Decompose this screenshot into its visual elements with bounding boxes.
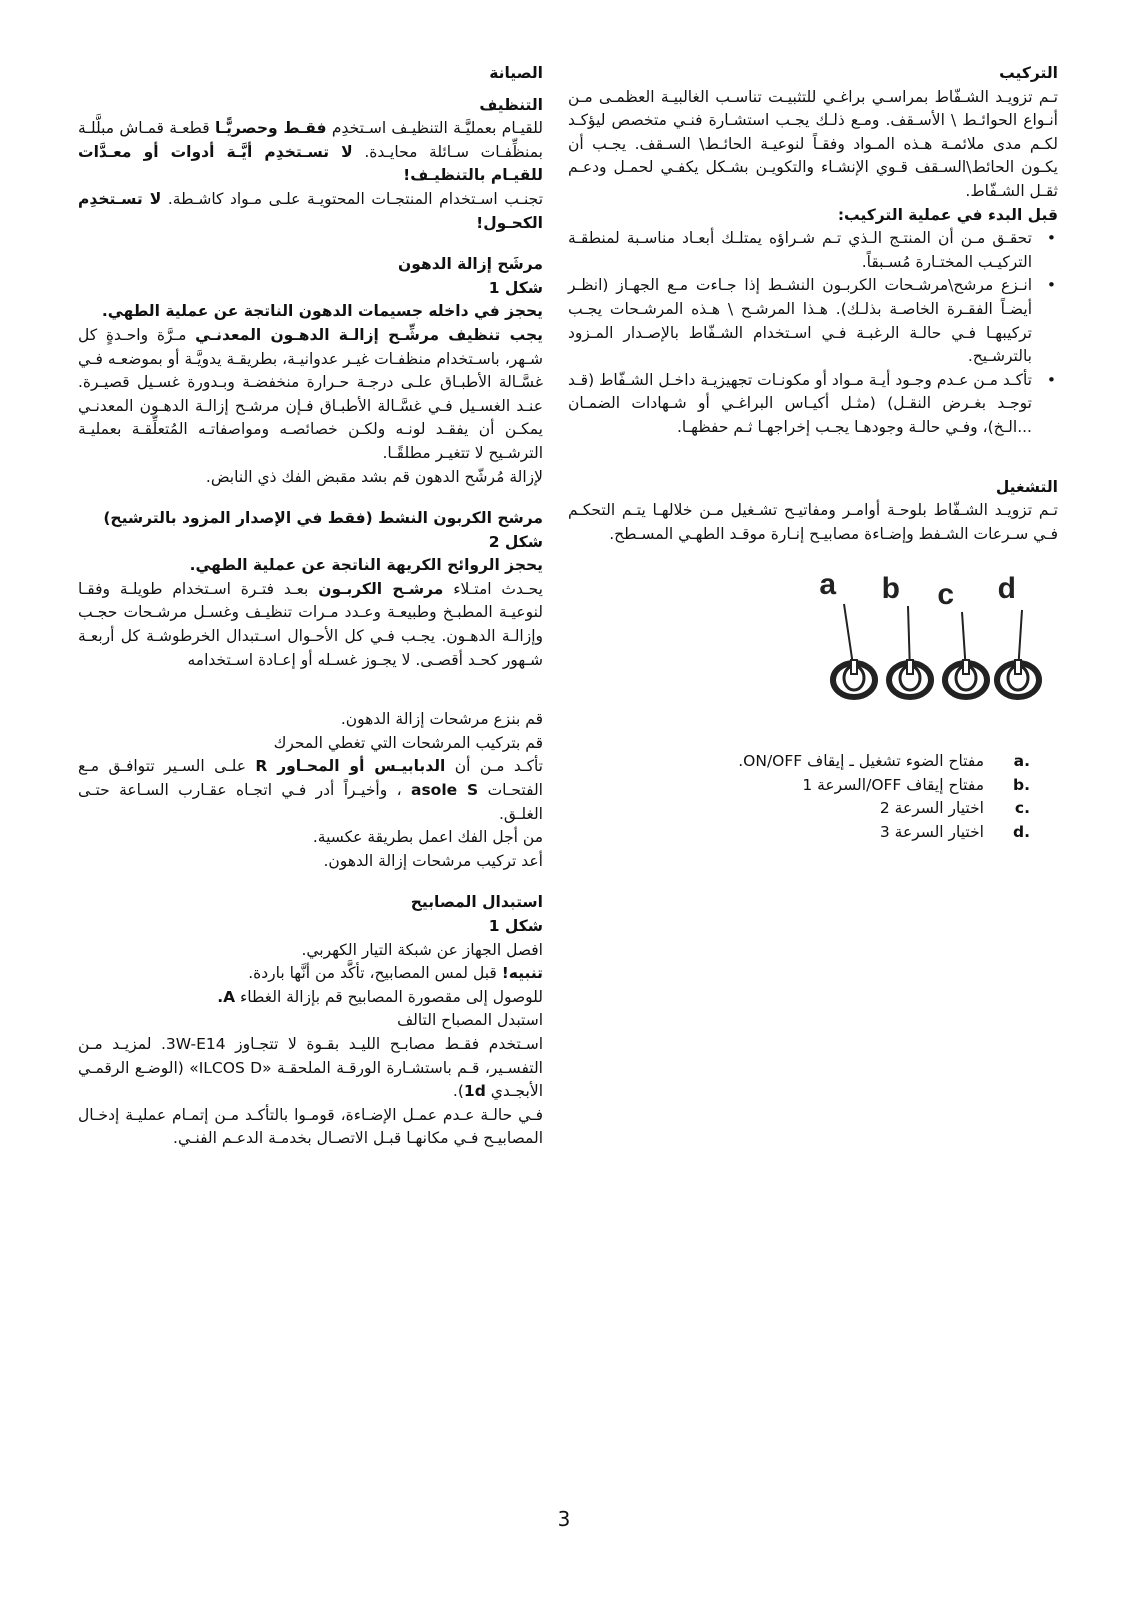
cleaning-p2-warning: لا تسـتخدِم الكحـول! bbox=[78, 189, 543, 232]
controls-legend bbox=[568, 750, 1058, 844]
cleaning-title: التنظيف bbox=[479, 95, 543, 114]
lamps-led-text: اسـتخدم فقـط مصابـح الليـد بقـوة لا تتجـاوز 3W-E14. لمزيـد مـن التفسـير، قـم باستشـارة الورقـة الملحقـة «ILCOS D» (الوضـع الرقمـي الأبجـدي bbox=[78, 1034, 543, 1101]
before-installation-title: قبل البدء في عملية التركيب: bbox=[837, 205, 1058, 224]
cleaning-paragraph-2 bbox=[78, 188, 543, 235]
knob-label-a: a bbox=[819, 568, 836, 602]
grease-filter-bold-lead: يجب تنظيف مرشِّـح إزالـة الدهـون المعدنـي bbox=[195, 325, 543, 344]
right-column bbox=[568, 62, 1058, 845]
legend-text-c: اختيار السرعة 2 bbox=[879, 799, 984, 818]
carbon-step-2: قم بتركيب المرشحات التي تغطي المحرك bbox=[273, 733, 543, 752]
lamps-led-info bbox=[78, 1033, 543, 1104]
installation-bullet-2: • انـزع مرشح\مرشـحات الكربـون النشـط إذا جـاءت مـع الجهـاز (انظـر أيضـاً الفقـرة الخاصـة بذلـك). هـذا المرشـح \ هـذه المرشـحات يجـب تركيبهـا فـي حالـة الرغبـة فـي اسـتخدام الشـفّاط بالإصـدار المـزود بالترشـيح. bbox=[568, 274, 1032, 368]
step3-text-2: علـى السـير تتوافـق مـع الفتحـات bbox=[78, 757, 543, 800]
knob-c bbox=[945, 660, 987, 697]
page-number: 3 bbox=[557, 1507, 571, 1531]
carbon-p-text: يحـدث امتـلاء bbox=[443, 579, 543, 598]
grease-filter-title: مرشَح إزالة الدهون bbox=[398, 255, 543, 274]
carbon-filter-title: مرشح الكربون النشط (فقط في الإصدار المزود بالترشيح) bbox=[103, 509, 543, 528]
grease-filter-removal: لإزالة مُرشّح الدهون قم بشد مقبض الفك ذي النابض. bbox=[205, 467, 543, 486]
legend-row-b bbox=[568, 774, 1030, 798]
lamps-title: استبدال المصابيح bbox=[410, 893, 543, 912]
lamps-disconnect: افصل الجهاز عن شبكة التيار الكهربي. bbox=[301, 940, 543, 959]
legend-key-b: b. bbox=[1013, 775, 1030, 794]
left-column bbox=[78, 62, 543, 1151]
knob-label-d: d bbox=[997, 572, 1016, 606]
carbon-step-3 bbox=[78, 755, 543, 826]
installation-title: التركيب bbox=[999, 64, 1058, 82]
installation-intro: تـم تزويـد الشـفّاط بمراسـي براغـي للتثبيـت تناسـب الغالبيـة العظمـى مـن أنـواع الحوائـط \ الأسـقف. ومـع ذلـك يجـب استشـارة فنـي متخصص ليؤكـد لكـم مدى ملائمـة هـذه المـواد وفقـاً لنوعيـة الحائـط\ السـقف. يجـب أن يكـون الحائط\السـقف قـوي الإنشـاء والتكويـن بشـكل يكفـي لحمـل ودعـم ثقـل الشـفّاط. bbox=[568, 87, 1058, 200]
operation-text: تـم تزويـد الشـفّاط بلوحـة أوامـر ومفاتيـح تشـغيل مـن خلالهـا يتـم التحكـم فـي سـرعات الشـفط وإضـاءة مصابيـح إنـارة موقـد الطهـي المسـطح. bbox=[568, 501, 1058, 543]
carbon-p-text-2: بعـد فتـرة اسـتخدام طويلـة وفقـا لنوعيـة المطبـخ وطبيعـة وعـدد مـرات تنظيـف وغسـل مرشـحات حجـب وإزالـة الدهـون. يجـب فـي كل الأحـوال اسـتبدال الخرطوشـة كل أربعـة شـهور كحـد أقصـى. لا يجـوز غسـله أو إعـادة اسـتخدامه bbox=[78, 579, 543, 669]
legend-text-b: مفتاح إيقاف OFF/السرعة 1 bbox=[802, 775, 984, 794]
installation-bullet-3: • تأكـد مـن عـدم وجـود أيـة مـواد أو مكونـات تجهيزيـة داخـل الشـفّاط (قـد توجـد بغـرض النقـل) (مثـل أكيـاس البراغـي أو شـهادات الضمـان ...الـخ)، وفـي حالـة وجودهـا يجـب إخراجهـا ثـم حفظهـا. bbox=[568, 369, 1032, 440]
control-knobs-drawing bbox=[618, 568, 1058, 708]
legend-text-d: اختيار السرعة 3 bbox=[879, 823, 984, 842]
lamps-figure-ref: شكل 1 bbox=[488, 917, 543, 935]
lamps-warning-text: قبل لمس المصابيح، تأكَّد من أنَّها باردة. bbox=[248, 964, 502, 983]
carbon-filter-subtitle: يحجز الروائح الكريهة الناتجة عن عملية الطهي. bbox=[189, 556, 543, 575]
cleaning-p1-bold: فقـط وحصريًّـا bbox=[214, 119, 327, 138]
cleaning-paragraph-1 bbox=[78, 117, 543, 188]
lamps-led-bold: 1d bbox=[463, 1082, 486, 1101]
lamps-access-bold: A. bbox=[217, 987, 236, 1006]
maintenance-title: الصيانة bbox=[489, 64, 543, 82]
grease-filter-figure-ref: شكل 1 bbox=[488, 278, 543, 297]
cleaning-p1-text-2: قطعـة قمـاش مبلَّلـة بمنظِّفـات سـائلة محايـدة. bbox=[78, 119, 543, 161]
step3-bold-2: asole S bbox=[410, 781, 479, 800]
lamps-access-text: للوصول إلى مقصورة المصابيح قم بإزالة الغطاء bbox=[235, 987, 543, 1006]
lamps-warning bbox=[78, 962, 543, 986]
grease-filter-text: مـرَّة واحـدةٍ كل شـهر، باسـتخدام منظفـات غيـر عدوانيـة، بطريقـة يدويَّـة أو بموضعـه فـي غسَّـالة الأطبـاق علـى درجـة حـرارة منخفضـة وبـدورة غسـيل قصيـرة. عنـد الغسـيل فـي غسَّـالة الأطبـاق فـإن مرشـح إزالـة الدهـون المعدنـي يمكـن أن يفقـد لونـه ولكـن خصائصـه ومواصفاتـه المُتعلِّقـة بعمليـة الترشـيح لا تتغيـر مطلقًـا. bbox=[78, 325, 543, 462]
control-knobs-figure bbox=[618, 568, 1058, 708]
grease-filter-paragraph bbox=[78, 324, 543, 466]
lamps-replace: استبدل المصباح التالف bbox=[397, 1011, 543, 1030]
lamps-led-text-2: ). bbox=[452, 1082, 464, 1101]
operation-title: التشغيل bbox=[995, 477, 1058, 496]
legend-key-c: c. bbox=[1014, 799, 1030, 818]
lamps-warning-label: تنبيه! bbox=[501, 964, 543, 983]
carbon-p-bold: مرشـح الكربـون bbox=[318, 579, 444, 598]
carbon-step-1: قم بنزع مرشحات إزالة الدهون. bbox=[340, 710, 543, 729]
carbon-filter-paragraph bbox=[78, 578, 543, 672]
step3-text-3: ، وأخيـراً أدر فـي اتجـاه عقـارب السـاعة حتـى الغلـق. bbox=[78, 781, 543, 823]
legend-key-d: d. bbox=[1013, 823, 1030, 842]
legend-row-c bbox=[568, 797, 1030, 821]
legend-row-a bbox=[568, 750, 1030, 774]
legend-text-a: مفتاح الضوء تشغيل ـ إيقاف ON/OFF. bbox=[738, 752, 984, 771]
lamps-access bbox=[78, 986, 543, 1010]
installation-bullet-1: • تحقـق مـن أن المنتـج الـذي تـم شـراؤه يمتلـك أبعـاد مناسـبة لمنطقـة التركيـب المختـارة مُسـبقاً. bbox=[568, 227, 1032, 274]
cleaning-p2-text: تجنـب اسـتخدام المنتجـات المحتويـة علـى مـواد كاشـطة. bbox=[161, 189, 544, 208]
installation-bullets bbox=[568, 227, 1058, 439]
knob-label-c: c bbox=[937, 578, 954, 612]
grease-filter-subtitle: يحجز في داخله جسيمات الدهون الناتجة عن عملية الطهي. bbox=[101, 302, 543, 321]
step3-text: تأكـد مـن أن bbox=[445, 757, 543, 776]
step3-bold: الدبابيـس أو المحـاور R bbox=[255, 757, 446, 776]
carbon-step-4: من أجل الفك اعمل بطريقة عكسية. bbox=[312, 828, 543, 847]
knob-label-b: b bbox=[881, 572, 900, 606]
knob-a bbox=[833, 660, 875, 697]
legend-row-d bbox=[568, 821, 1030, 845]
carbon-filter-figure-ref: شكل 2 bbox=[488, 532, 543, 551]
lamps-troubleshoot: فـي حالـة عـدم عمـل الإضـاءة، قومـوا بالتأكـد مـن إتمـام عمليـة إدخـال المصابيـح فـي مكانهـا قبـل الاتصـال بخدمـة الدعـم الفنـي. bbox=[78, 1105, 543, 1148]
knob-d bbox=[997, 660, 1039, 697]
cleaning-p1-warning: لا تسـتخدِم أيَّـة أدوات أو معـدَّات للقيـام بالتنظيـف! bbox=[78, 142, 543, 185]
knob-b bbox=[889, 660, 931, 697]
cleaning-p1-text: للقيـام بعمليَّـة التنظيـف اسـتخدِم bbox=[326, 119, 543, 138]
carbon-step-5: أعد تركيب مرشحات إزالة الدهون. bbox=[323, 851, 543, 870]
legend-key-a: a. bbox=[1013, 752, 1030, 771]
